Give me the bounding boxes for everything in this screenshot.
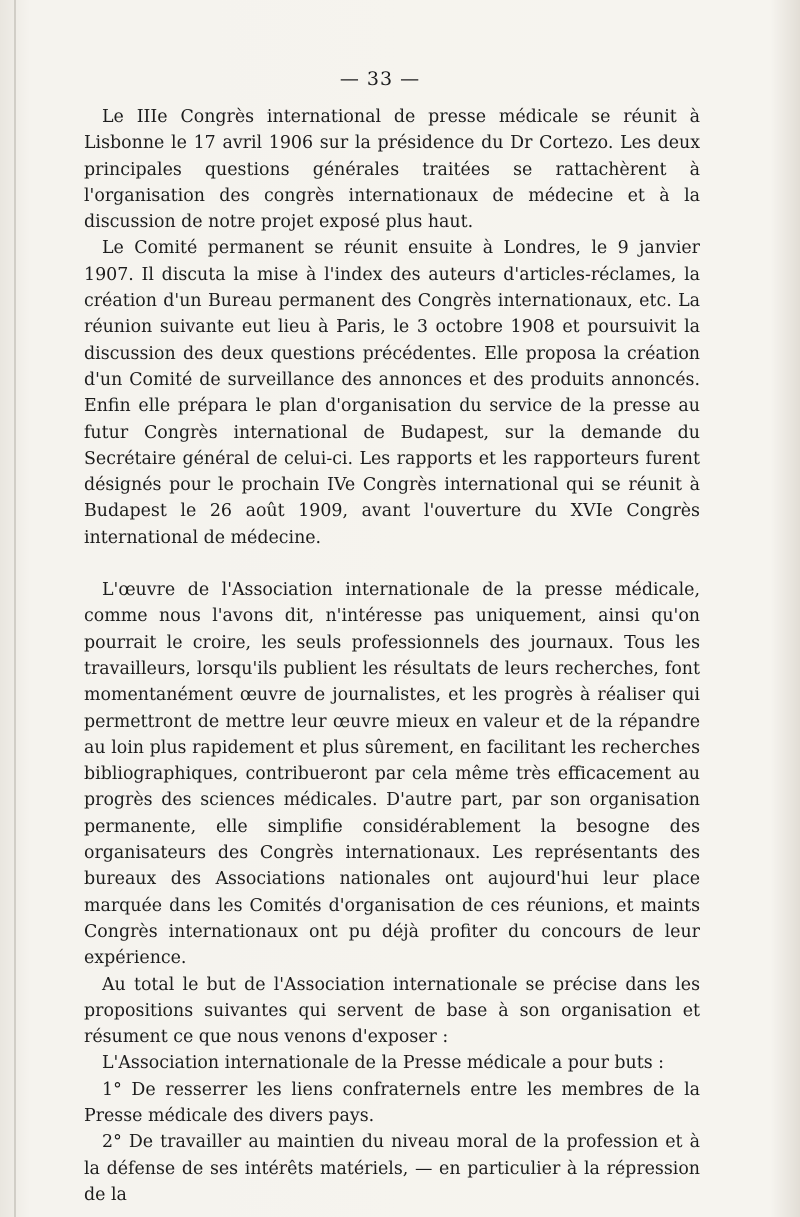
paragraph-oeuvre: L'œuvre de l'Association internationale de la presse médicale, comme nous l'avons dit, n'intéresse pas uniquement, ainsi qu'on pourrait le croire, les seuls professionnels des journaux. Tous les travailleurs, lorsqu'ils publient les résultats de leurs recherches, font momentanément œuvre de journalistes, et les progrès à réaliser qui permettront de mettre leur œuvre mieux en valeur et de la répandre au loin plus rapidement et plus sûrement, en facilitant les recherches bibliographiques, contribueront par cela même très efficacement au progrès des sciences médicales. D'autre part, par son organisation permanente, elle simplifie considérablement la besogne des organisateurs des Congrès internationaux. Les représentants des bureaux des Associations nationales ont aujourd'hui leur place marquée dans les Comités d'organisation de ces réunions, et maints Congrès internationaux ont pu déjà profiter du concours de leur expérience.: [84, 580, 700, 969]
list-item-1: 1° De resserrer les liens confraternels entre les membres de la Presse médicale des divers pays.: [84, 1079, 700, 1126]
paragraph-buts: L'Association internationale de la Presse médicale a pour buts :: [102, 1053, 665, 1074]
paragraph-au-total: Au total le but de l'Association internationale se précise dans les propositions suivantes qui servent de base à son organisation et résument ce que nous venons d'exposer :: [84, 974, 700, 1048]
page-number: — 33 —: [339, 68, 421, 90]
paragraph-lisbonne: Le IIIe Congrès international de presse médicale se réunit à Lisbonne le 17 avril 1906 sur la présidence du Dr Cortezo. Les deux principales questions générales traitées se rattachèrent à l'organisation des congrès internationaux de médecine et à la discussion de notre projet exposé plus haut.: [84, 107, 700, 233]
body-text: [84, 104, 700, 1208]
list-item-2: 2° De travailler au maintien du niveau moral de la profession et à la défense de ses intérêts matériels, — en particulier à la répression de la: [84, 1132, 700, 1205]
page-fold-shadow: [14, 0, 16, 1217]
paragraph-comite-permanent: Le Comité permanent se réunit ensuite à Londres, le 9 janvier 1907. Il discuta la mise à l'index des auteurs d'articles-réclames, la création d'un Bureau permanent des Congrès internationaux, etc. La réunion suivante eut lieu à Paris, le 3 octobre 1908 et poursuivit la discussion des deux questions précédentes. Elle proposa la création d'un Comité de surveillance des annonces et des produits annoncés. Enfin elle prépara le plan d'organisation du service de la presse au futur Congrès international de Budapest, sur la demande du Secrétaire général de celui-ci. Les rapports et les rapporteurs furent désignés pour le prochain IVe Congrès international qui se réunit à Budapest le 26 août 1909, avant l'ouverture du XVIe Congrès international de médecine.: [84, 238, 700, 548]
